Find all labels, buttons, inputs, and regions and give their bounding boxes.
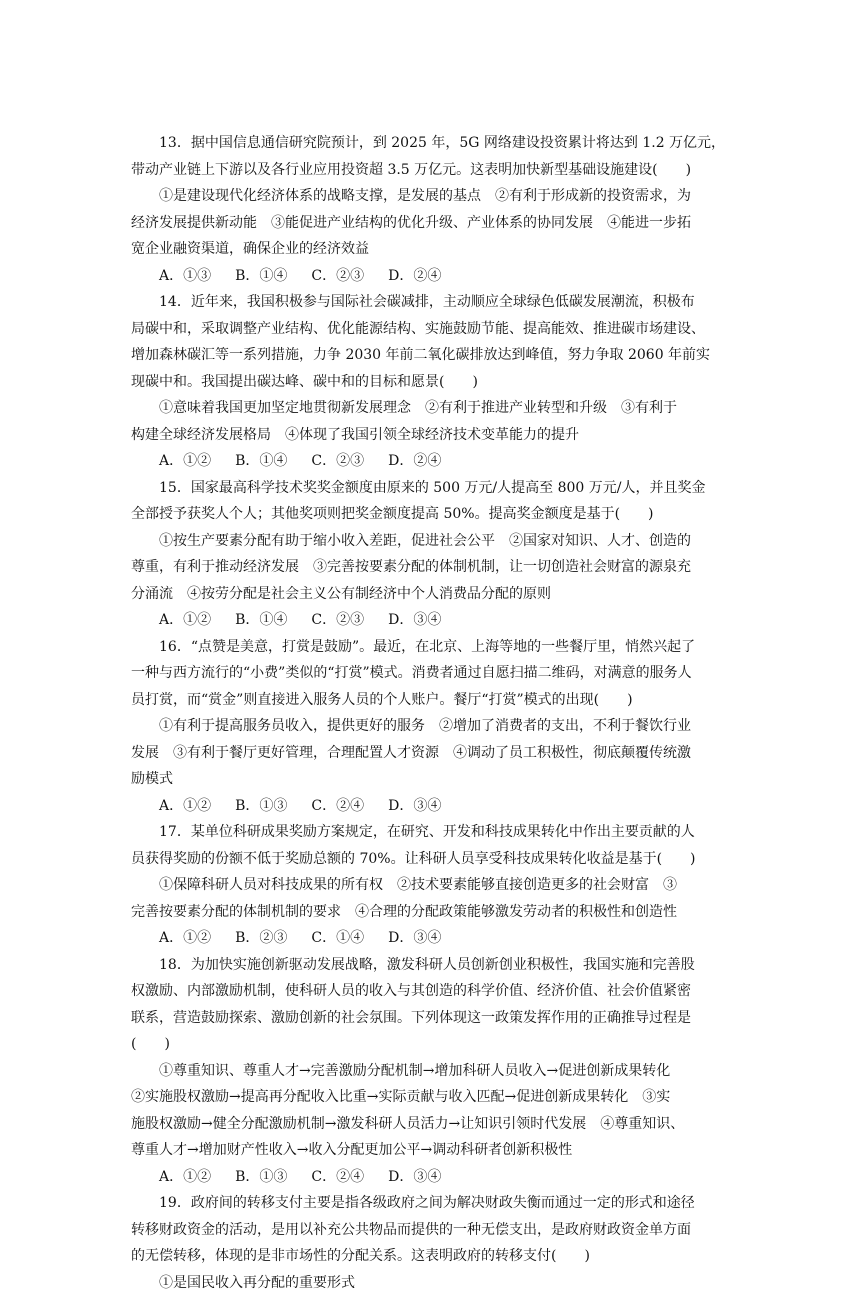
question-text-line: 增加森林碳汇等一系列措施，力争 2030 年前二氧化碳排放达到峰值，努力争取 2060 年前实 xyxy=(0,342,860,369)
question-text-line: 18．为加快实施创新驱动发展战略，激发科研人员创新创业积极性，我国实施和完善股 xyxy=(0,952,860,979)
answer-options xyxy=(0,448,860,475)
answer-option: A．①② xyxy=(159,1164,211,1191)
answer-option: A．①③ xyxy=(159,263,211,290)
question-text-line: ①有利于提高服务员收入，提供更好的服务 ②增加了消费者的支出，不利于餐饮行业 xyxy=(0,713,860,740)
question-text-line: 励模式 xyxy=(0,766,860,793)
question-text-line: 转移财政资金的活动，是用以补充公共物品而提供的一种无偿支出，是政府财政资金单方面 xyxy=(0,1217,860,1244)
answer-option: C．②③ xyxy=(311,607,364,634)
question-text-line: ①保障科研人员对科技成果的所有权 ②技术要素能够直接创造更多的社会财富 ③ xyxy=(0,872,860,899)
question-block xyxy=(0,634,860,820)
question-text-line: ①尊重知识、尊重人才→完善激励分配机制→增加科研人员收入→促进创新成果转化 xyxy=(0,1058,860,1085)
question-text-line: 发展 ③有利于餐厅更好管理，合理配置人才资源 ④调动了员工积极性，彻底颠覆传统激 xyxy=(0,740,860,767)
question-text-line: 联系，营造鼓励探索、激励创新的社会氛围。下列体现这一政策发挥作用的正确推导过程是 xyxy=(0,1005,860,1032)
answer-option: A．①② xyxy=(159,925,211,952)
question-block xyxy=(0,130,860,289)
answer-option: C．②④ xyxy=(311,793,364,820)
question-text-line: 分涌流 ④按劳分配是社会主义公有制经济中个人消费品分配的原则 xyxy=(0,581,860,608)
question-text-line: 全部授予获奖人个人；其他奖项则把奖金额度提高 50%。提高奖金额度是基于( ) xyxy=(0,501,860,528)
answer-options xyxy=(0,793,860,820)
question-text-line: 施股权激励→健全分配激励机制→激发科研人员活力→让知识引领时代发展 ④尊重知识、 xyxy=(0,1111,860,1138)
answer-option: D．③④ xyxy=(388,793,441,820)
question-text-line: 完善按要素分配的体制机制的要求 ④合理的分配政策能够激发劳动者的积极性和创造性 xyxy=(0,899,860,926)
question-text-line: ①是建设现代化经济体系的战略支撑，是发展的基点 ②有利于形成新的投资需求，为 xyxy=(0,183,860,210)
question-text-line: 员打赏，而“赏金”则直接进入服务人员的个人账户。餐厅“打赏”模式的出现( ) xyxy=(0,687,860,714)
answer-option: B．①④ xyxy=(235,448,287,475)
question-text-line: ①按生产要素分配有助于缩小收入差距，促进社会公平 ②国家对知识、人才、创造的 xyxy=(0,528,860,555)
answer-option: B．①④ xyxy=(235,607,287,634)
answer-option: B．①③ xyxy=(235,793,287,820)
question-text-line: 尊重人才→增加财产性收入→收入分配更加公平→调动科研者创新积极性 xyxy=(0,1137,860,1164)
question-block xyxy=(0,952,860,1191)
answer-option: D．③④ xyxy=(388,607,441,634)
question-block xyxy=(0,1190,860,1296)
answer-option: D．②④ xyxy=(388,448,441,475)
question-text-line: 现碳中和。我国提出碳达峰、碳中和的目标和愿景( ) xyxy=(0,369,860,396)
question-text-line: 局碳中和，采取调整产业结构、优化能源结构、实施鼓励节能、提高能效、推进碳市场建设、 xyxy=(0,316,860,343)
answer-option: A．①② xyxy=(159,793,211,820)
question-text-line: ①是国民收入再分配的重要形式 xyxy=(0,1270,860,1296)
question-text-line: ( ) xyxy=(0,1031,860,1058)
question-text-line: ①意味着我国更加坚定地贯彻新发展理念 ②有利于推进产业转型和升级 ③有利于 xyxy=(0,395,860,422)
question-text-line: 16．“点赞是美意，打赏是鼓励”。最近，在北京、上海等地的一些餐厅里，悄然兴起了 xyxy=(0,634,860,661)
answer-option: D．②④ xyxy=(388,263,441,290)
question-list xyxy=(0,130,860,1296)
answer-option: C．①④ xyxy=(311,925,364,952)
question-text-line: 15．国家最高科学技术奖奖金额度由原来的 500 万元/人提高至 800 万元/人，并且奖金 xyxy=(0,475,860,502)
answer-option: C．②③ xyxy=(311,263,364,290)
question-text-line: 宽企业融资渠道，确保企业的经济效益 xyxy=(0,236,860,263)
question-text-line: 13．据中国信息通信研究院预计，到 2025 年，5G 网络建设投资累计将达到 1.2 万亿元， xyxy=(0,130,860,157)
question-block xyxy=(0,289,860,475)
answer-options xyxy=(0,925,860,952)
question-text-line: 员获得奖励的份额不低于奖励总额的 70%。让科研人员享受科技成果转化收益是基于( ) xyxy=(0,846,860,873)
question-text-line: 权激励、内部激励机制，使科研人员的收入与其创造的科学价值、经济价值、社会价值紧密 xyxy=(0,978,860,1005)
question-block xyxy=(0,475,860,634)
answer-option: B．①③ xyxy=(235,1164,287,1191)
answer-option: C．②③ xyxy=(311,448,364,475)
answer-option: B．①④ xyxy=(235,263,287,290)
answer-option: D．③④ xyxy=(388,925,441,952)
question-text-line: 尊重，有利于推动经济发展 ③完善按要素分配的体制机制，让一切创造社会财富的源泉充 xyxy=(0,554,860,581)
question-text-line: 19．政府间的转移支付主要是指各级政府之间为解决财政失衡而通过一定的形式和途径 xyxy=(0,1190,860,1217)
answer-option: D．③④ xyxy=(388,1164,441,1191)
answer-option: A．①② xyxy=(159,448,211,475)
question-block xyxy=(0,819,860,952)
answer-option: C．②④ xyxy=(311,1164,364,1191)
answer-options xyxy=(0,263,860,290)
answer-options xyxy=(0,607,860,634)
question-text-line: 14．近年来，我国积极参与国际社会碳减排，主动顺应全球绿色低碳发展潮流，积极布 xyxy=(0,289,860,316)
answer-option: A．①② xyxy=(159,607,211,634)
answer-option: B．②③ xyxy=(235,925,287,952)
question-text-line: 17．某单位科研成果奖励方案规定，在研究、开发和科技成果转化中作出主要贡献的人 xyxy=(0,819,860,846)
question-text-line: 经济发展提供新动能 ③能促进产业结构的优化升级、产业体系的协同发展 ④能进一步拓 xyxy=(0,210,860,237)
question-text-line: 一种与西方流行的“小费”类似的“打赏”模式。消费者通过自愿扫描二维码，对满意的服务人 xyxy=(0,660,860,687)
question-text-line: 的无偿转移，体现的是非市场性的分配关系。这表明政府的转移支付( ) xyxy=(0,1243,860,1270)
answer-options xyxy=(0,1164,860,1191)
question-text-line: ②实施股权激励→提高再分配收入比重→实际贡献与收入匹配→促进创新成果转化 ③实 xyxy=(0,1084,860,1111)
question-text-line: 构建全球经济发展格局 ④体现了我国引领全球经济技术变革能力的提升 xyxy=(0,422,860,449)
question-text-line: 带动产业链上下游以及各行业应用投资超 3.5 万亿元。这表明加快新型基础设施建设( ) xyxy=(0,157,860,184)
